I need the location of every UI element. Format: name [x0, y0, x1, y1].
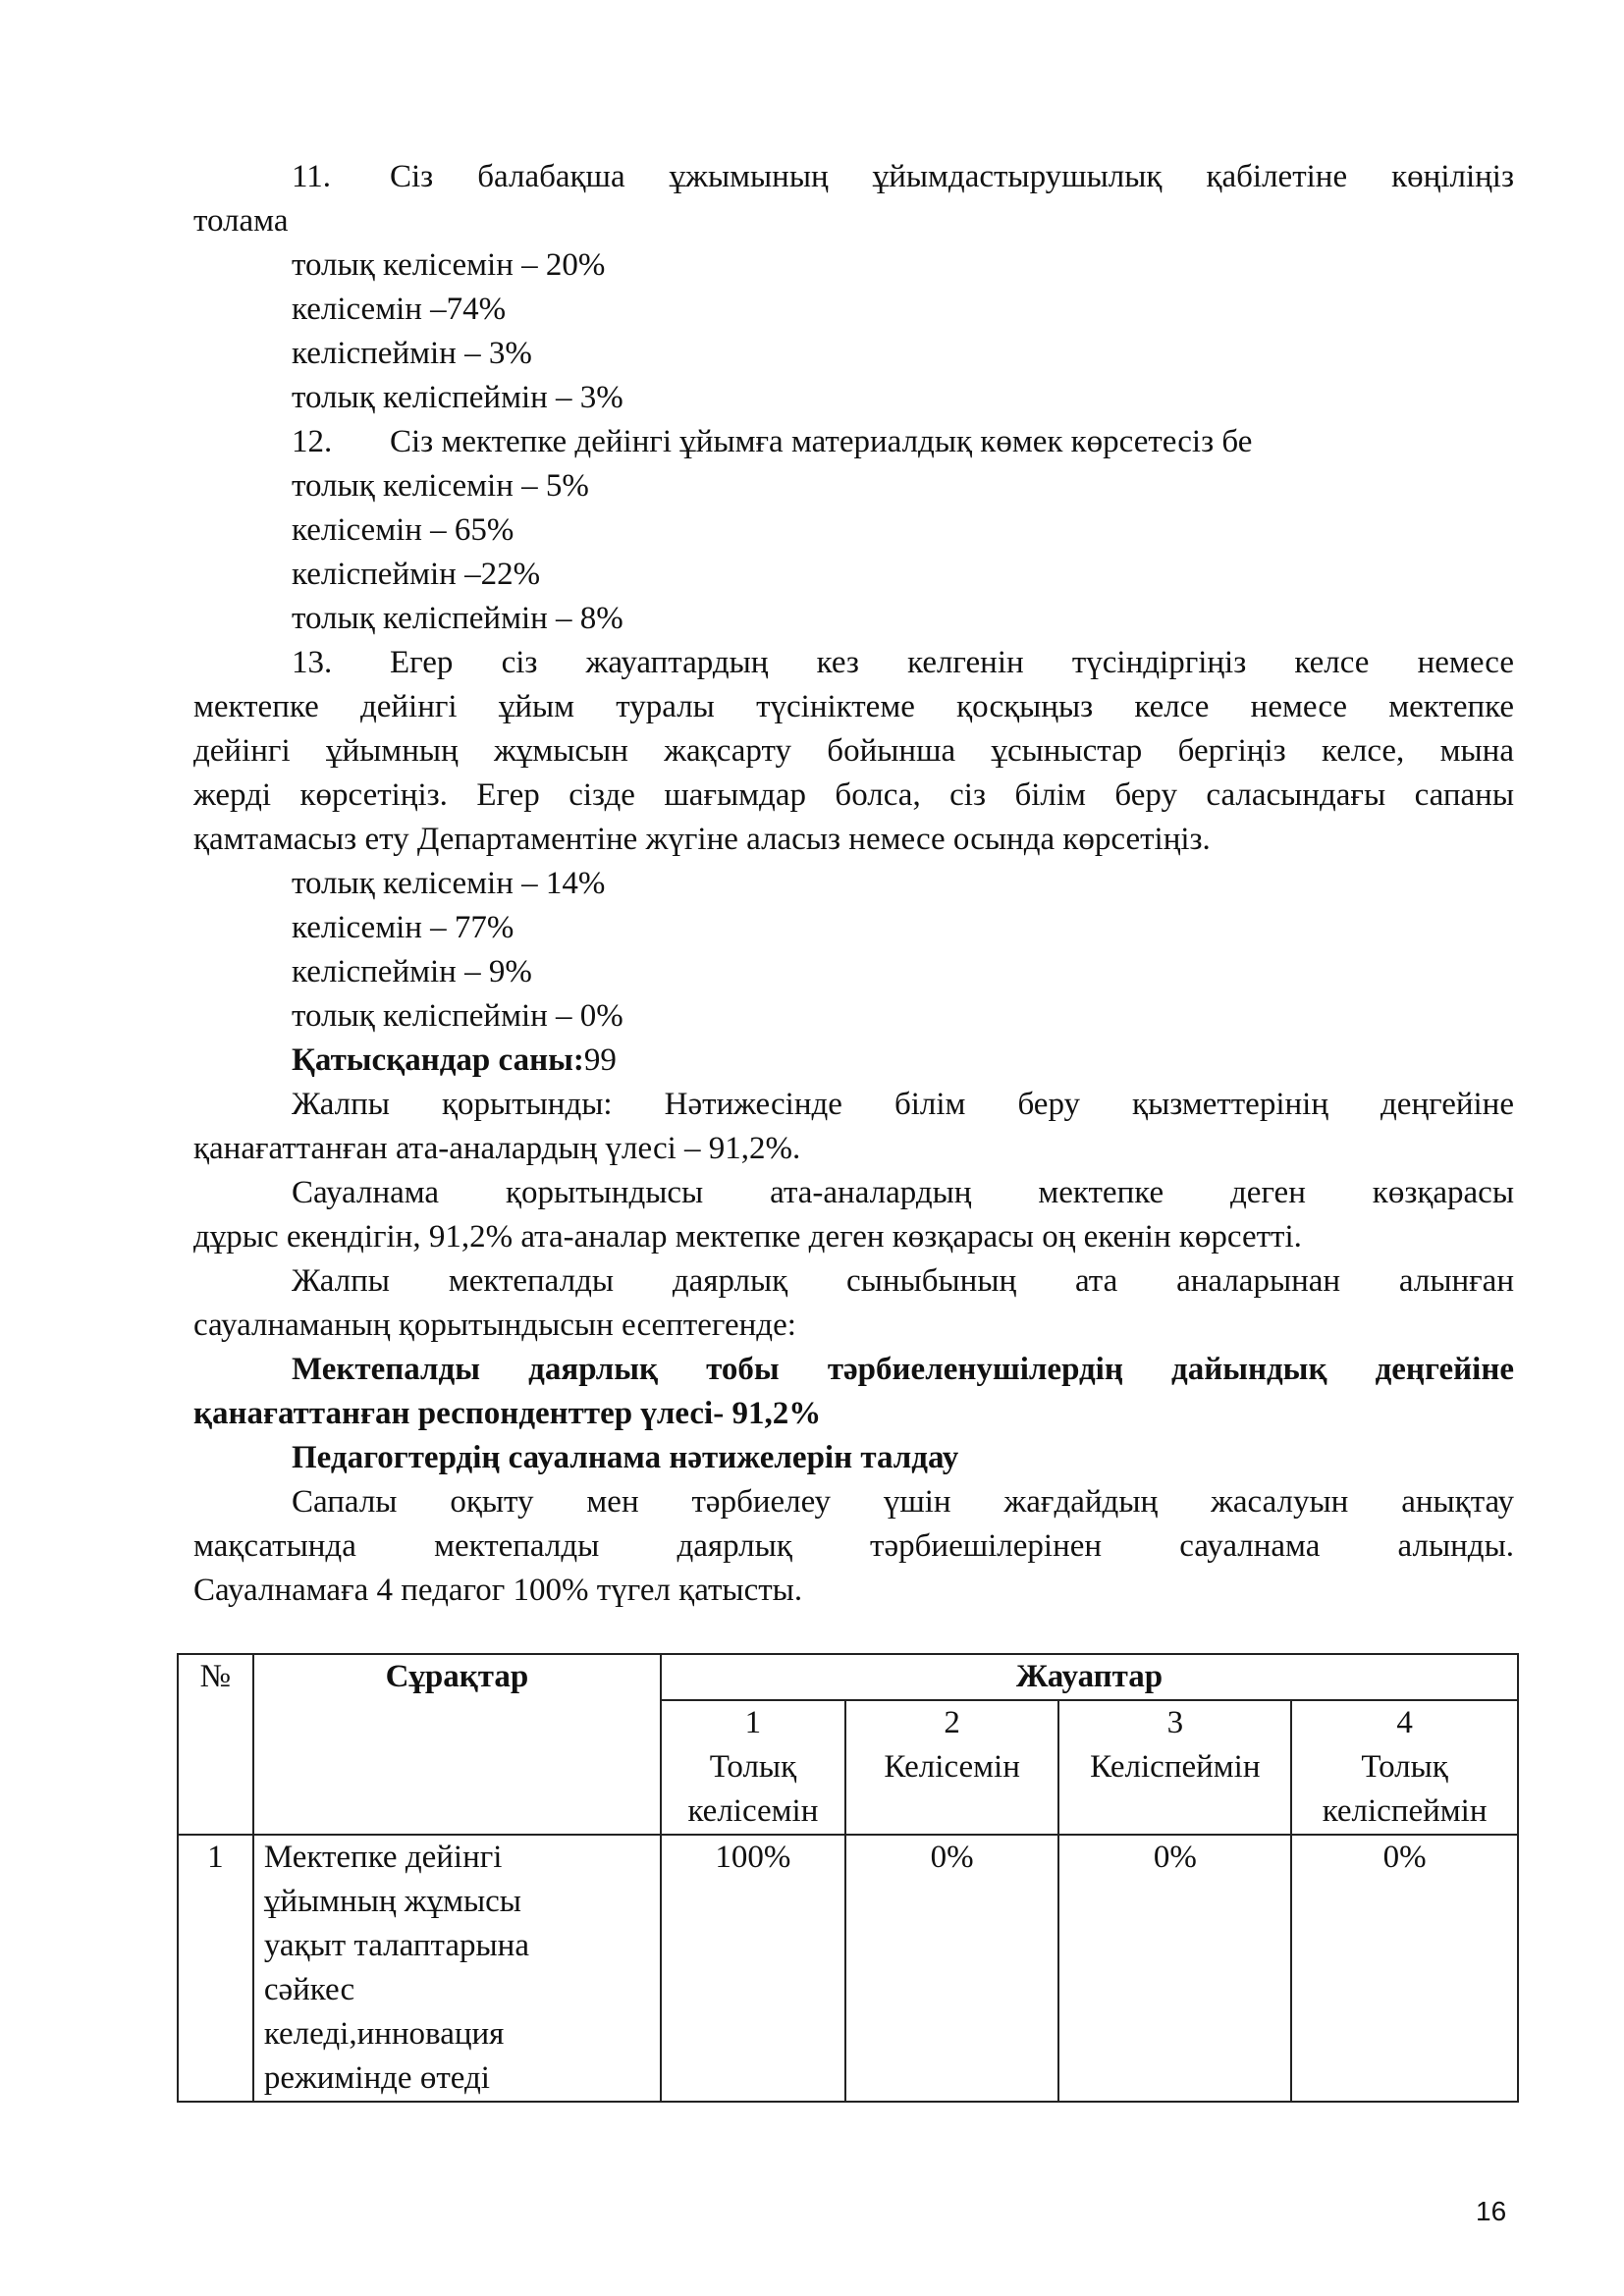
table-row: [178, 1835, 1518, 2102]
answer-col-1: 1 Толық келісемін: [661, 1700, 845, 1835]
answer-col-3: 3 Келіспеймін: [1058, 1700, 1291, 1835]
summary2-line2: дұрыс екендігін, 91,2% ата-аналар мектепке деген көзқарасы оң екенін көрсетті.: [193, 1219, 1302, 1255]
section-heading: Педагогтердің сауалнама нәтижелерін талдау: [292, 1440, 959, 1475]
answer-col-4: 4 Толық келіспеймін: [1291, 1700, 1518, 1835]
q11-answer: толық келісемін – 20%: [292, 247, 606, 283]
q13-line: мектепке дейінгі ұйым туралы түсініктеме қосқыңыз келсе немесе мектепке: [193, 689, 1514, 724]
q11-line1: 11. Сіз балабақша ұжымының ұйымдастырушылық қабілетіне көңіліңіз: [292, 159, 1514, 194]
row-number: 1: [178, 1835, 253, 2102]
summary2-line1: Сауалнама қорытындысы ата-аналардың мектепке деген көзқарасы: [292, 1175, 1514, 1210]
q13-line: қамтамасыз ету Департаментіне жүгіне аласыз немесе осында көрсетіңіз.: [193, 822, 1211, 857]
col-question-header: Сұрақтар: [253, 1654, 661, 1835]
summary1-line2: қанағаттанған ата-аналардың үлесі – 91,2%.: [193, 1131, 801, 1166]
row-question: Мектепке дейінгі ұйымның жұмысы уақыт талаптарына сәйкес келеді,инновация режимінде өтеді: [253, 1835, 661, 2102]
participants-value: 99: [583, 1042, 617, 1078]
q12-line: 12. Сіз мектепке дейінгі ұйымға материалдық көмек көрсетесіз бе: [292, 424, 1253, 459]
q11-answer: келіспеймін – 3%: [292, 336, 532, 371]
row-value-3: 0%: [1058, 1835, 1291, 2102]
page-number: 16: [1476, 2196, 1507, 2226]
q13-line1: 13. Егер сіз жауаптардың кез келгенін түсіндіргіңіз келсе немесе: [292, 645, 1514, 680]
document-body: [193, 155, 1514, 1613]
row-value-4: 0%: [1291, 1835, 1518, 2102]
q12-answer: толық келіспеймін – 8%: [292, 601, 623, 636]
q12-answer: келіспеймін –22%: [292, 557, 541, 592]
q11-answer: келісемін –74%: [292, 292, 507, 327]
result-line2: қанағаттанған респонденттер үлесі- 91,2%: [193, 1396, 822, 1431]
row-value-2: 0%: [845, 1835, 1059, 2102]
q12-answer: келісемін – 65%: [292, 512, 514, 548]
q13-answer: толық келіспеймін – 0%: [292, 998, 623, 1034]
summary3-line2: сауалнаманың қорытындысын есептегенде:: [193, 1308, 796, 1343]
q13-answer: келісемін – 77%: [292, 910, 514, 945]
participants-line: [193, 1039, 1514, 1083]
col-answers-header: Жауаптар: [661, 1654, 1518, 1700]
q13-line: дейінгі ұйымның жұмысын жақсарту бойынша ұсыныстар бергіңіз келсе, мына: [193, 733, 1514, 769]
intro-line1: Сапалы оқыту мен тәрбиелеу үшін жағдайдың жасалуын анықтау: [292, 1484, 1514, 1520]
q13-answer: келіспеймін – 9%: [292, 954, 532, 989]
col-no-header: №: [178, 1654, 253, 1835]
intro-line3: Сауалнамаға 4 педагог 100% түгел қатысты.: [193, 1573, 803, 1608]
q13-answer: толық келісемін – 14%: [292, 866, 606, 901]
q11-answer: толық келіспеймін – 3%: [292, 380, 623, 415]
table-header-row: [178, 1654, 1518, 1700]
summary1-line1: Жалпы қорытынды: Нәтижесінде білім беру қызметтерінің деңгейіне: [292, 1087, 1514, 1122]
row-value-1: 100%: [661, 1835, 845, 2102]
q11-line2: толама: [193, 203, 289, 239]
intro-line2: мақсатында мектепалды даярлық тәрбиешілерінен сауалнама алынды.: [193, 1528, 1514, 1564]
answer-col-2: 2 Келісемін: [845, 1700, 1059, 1835]
participants-label: Қатысқандар саны:: [292, 1042, 584, 1078]
result-line1: Мектепалды даярлық тобы тәрбиеленушілердің дайындық деңгейіне: [292, 1352, 1514, 1387]
survey-table: [177, 1653, 1519, 2103]
q13-line: жерді көрсетіңіз. Егер сізде шағымдар болса, сіз білім беру саласындағы сапаны: [193, 777, 1514, 813]
q12-answer: толық келісемін – 5%: [292, 468, 589, 504]
summary3-line1: Жалпы мектепалды даярлық сыныбының ата аналарынан алынған: [292, 1263, 1514, 1299]
